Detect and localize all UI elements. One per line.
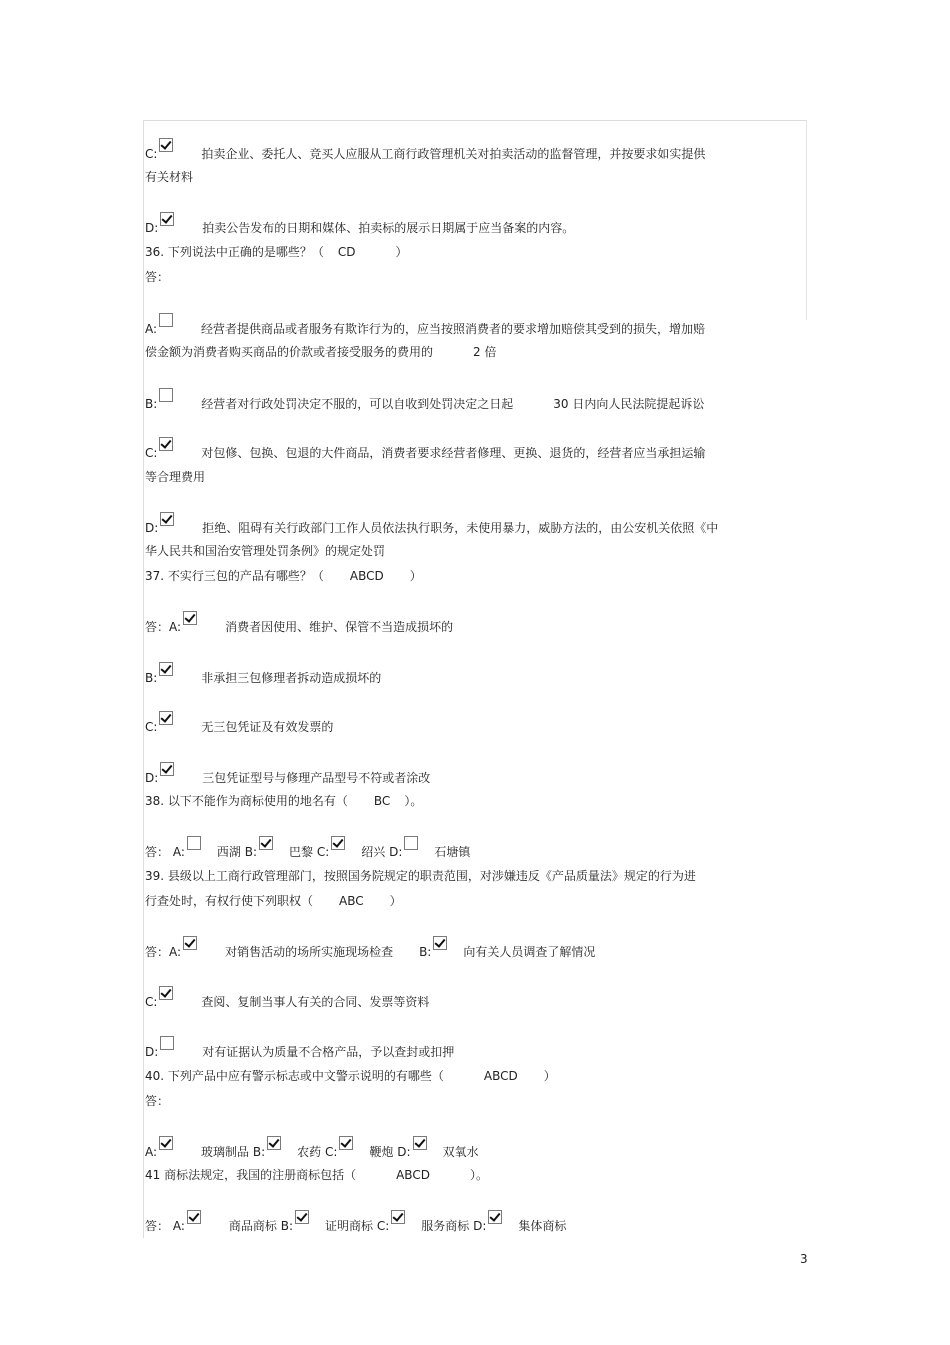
- option-text: 商品商标: [228, 1219, 277, 1233]
- answer-key: CD: [337, 245, 356, 259]
- option-label: C:: [145, 446, 158, 460]
- option-text-tail: 30 日内向人民法院提起诉讼: [553, 397, 705, 411]
- option-line: [145, 711, 333, 735]
- option-line: [145, 437, 705, 461]
- checkbox[interactable]: [187, 1210, 201, 1224]
- checkbox[interactable]: [183, 611, 197, 625]
- checkbox[interactable]: [488, 1210, 502, 1224]
- checkbox[interactable]: [391, 1210, 405, 1224]
- checkbox[interactable]: [159, 437, 173, 451]
- question-38: [145, 793, 422, 809]
- option-label: D:: [397, 1145, 411, 1159]
- option-label: B:: [145, 671, 158, 685]
- option-row: [145, 1136, 479, 1160]
- question-text: 行查处时，有权行使下列职权（: [145, 894, 314, 908]
- checkbox[interactable]: [339, 1136, 353, 1150]
- option-text: 查阅、复制当事人有关的合同、发票等资料: [201, 995, 430, 1009]
- answer-prefix: 答：: [145, 945, 170, 959]
- option-text: 鞭炮: [369, 1145, 394, 1159]
- option-label: D:: [473, 1219, 487, 1233]
- option-label: D:: [145, 1045, 159, 1059]
- checkbox[interactable]: [413, 1136, 427, 1150]
- option-text: 服务商标: [421, 1219, 470, 1233]
- option-row: [145, 836, 470, 860]
- option-label: B:: [419, 945, 432, 959]
- option-text: 消费者因使用、维护、保管不当造成损坏的: [225, 620, 454, 634]
- answer-key: ABCD: [483, 1069, 518, 1083]
- answer-prefix: 答：: [145, 270, 170, 284]
- option-text: 绍兴: [361, 845, 386, 859]
- option-label: A:: [145, 1145, 158, 1159]
- option-text: 拍卖公告发布的日期和媒体、拍卖标的展示日期属于应当备案的内容。: [202, 221, 575, 235]
- option-text: 对销售活动的场所实施现场检查: [225, 945, 394, 959]
- question-41: [145, 1167, 488, 1183]
- option-text: 无三包凭证及有效发票的: [201, 720, 334, 734]
- question-36: [145, 244, 408, 260]
- question-text: 39. 县级以上工商行政管理部门，按照国务院规定的职责范围，对涉嫌违反《产品质量法》规定的行为进: [145, 869, 696, 883]
- option-line: [145, 1036, 454, 1060]
- option-line: [145, 313, 705, 337]
- option-row: [145, 936, 595, 960]
- option-label: D:: [145, 221, 159, 235]
- option-text: 西湖: [216, 845, 241, 859]
- option-row: [145, 1210, 566, 1234]
- question-text: 41 商标法规定，我国的注册商标包括（: [145, 1168, 357, 1182]
- question-37: [145, 568, 422, 584]
- option-line: [145, 986, 429, 1010]
- option-label: D:: [145, 521, 159, 535]
- option-label: D:: [389, 845, 403, 859]
- option-text-tail: 2 倍: [473, 345, 497, 359]
- option-text: 集体商标: [518, 1219, 567, 1233]
- option-label: C:: [325, 1145, 338, 1159]
- checkbox[interactable]: [159, 388, 173, 402]
- option-text: 三包凭证型号与修理产品型号不符或者涂改: [202, 771, 431, 785]
- option-label: C:: [145, 720, 158, 734]
- question-text: 38. 以下不能作为商标使用的地名有（: [145, 794, 348, 808]
- answer-prefix: 答：: [145, 620, 170, 634]
- option-text-continued: 有关材料: [145, 170, 194, 184]
- option-text-continued: 偿金额为消费者购买商品的价款或者接受服务的费用的: [145, 345, 434, 359]
- frame-border-top: [143, 120, 806, 121]
- text-line: [145, 344, 496, 360]
- option-label: A:: [145, 322, 158, 336]
- checkbox[interactable]: [159, 1136, 173, 1150]
- option-label: B:: [244, 845, 258, 859]
- option-label: D:: [145, 771, 159, 785]
- option-text: 农药: [297, 1145, 322, 1159]
- option-text-continued: 华人民共和国治安管理处罚条例》的规定处罚: [145, 544, 386, 558]
- option-line: [145, 762, 430, 786]
- question-close: ）。: [469, 1168, 488, 1182]
- answer-prefix: 答：: [145, 845, 170, 859]
- option-text-continued: 等合理费用: [145, 470, 206, 484]
- option-text: 对包修、包换、包退的大件商品，消费者要求经营者修理、更换、退货的，经营者应当承担运输: [201, 446, 706, 460]
- option-text: 经营者提供商品或者服务有欺诈行为的，应当按照消费者的要求增加赔偿其受到的损失，增加赔: [201, 322, 706, 336]
- checkbox[interactable]: [331, 836, 345, 850]
- question-close: ）: [543, 1069, 556, 1083]
- checkbox[interactable]: [160, 212, 174, 226]
- option-label: C:: [376, 1219, 390, 1233]
- option-label: C:: [145, 995, 158, 1009]
- question-close: ）: [389, 894, 402, 908]
- option-text: 双氧水: [442, 1145, 479, 1159]
- question-close: ）: [395, 245, 408, 259]
- text-line: [145, 543, 385, 559]
- checkbox[interactable]: [159, 313, 173, 327]
- question-text: 40. 下列产品中应有警示标志或中文警示说明的有哪些（: [145, 1069, 444, 1083]
- option-label: A:: [172, 1219, 185, 1233]
- option-text: 拍卖企业、委托人、竞买人应服从工商行政管理机关对拍卖活动的监督管理，并按要求如实提供: [201, 147, 706, 161]
- option-label: A:: [172, 845, 185, 859]
- frame-border-left: [143, 120, 144, 1238]
- option-label: B:: [280, 1219, 294, 1233]
- answer-key: ABCD: [349, 569, 384, 583]
- checkbox[interactable]: [159, 662, 173, 676]
- question-close: ）。: [404, 794, 423, 808]
- checkbox[interactable]: [433, 936, 447, 950]
- frame-border-right: [806, 120, 807, 320]
- checkbox[interactable]: [159, 138, 173, 152]
- option-line: [145, 388, 704, 412]
- answer-prefix-line: [145, 1093, 169, 1109]
- option-line: [145, 611, 453, 635]
- option-text: 拒绝、阻碍有关行政部门工作人员依法执行职务，未使用暴力，威胁方法的，由公安机关依照《中: [202, 521, 719, 535]
- option-text: 玻璃制品: [201, 1145, 250, 1159]
- text-line: [145, 469, 205, 485]
- question-text: 37. 不实行三包的产品有哪些？（: [145, 569, 324, 583]
- option-text: 向有关人员调查了解情况: [463, 945, 596, 959]
- question-close: ）: [409, 569, 422, 583]
- checkbox[interactable]: [160, 512, 174, 526]
- checkbox[interactable]: [404, 836, 418, 850]
- option-text: 非承担三包修理者拆动造成损坏的: [201, 671, 382, 685]
- text-line: [145, 169, 193, 185]
- question-39: [145, 868, 696, 884]
- checkbox[interactable]: [183, 936, 197, 950]
- option-text: 经营者对行政处罚决定不服的，可以自收到处罚决定之日起: [201, 397, 514, 411]
- checkbox[interactable]: [259, 836, 273, 850]
- option-label: B:: [252, 1145, 266, 1159]
- checkbox[interactable]: [159, 711, 173, 725]
- option-text: 石塘镇: [434, 845, 471, 859]
- question-40: [145, 1068, 556, 1084]
- checkbox[interactable]: [267, 1136, 281, 1150]
- question-text: 36. 下列说法中正确的是哪些？（: [145, 245, 324, 259]
- checkbox[interactable]: [187, 836, 201, 850]
- option-label: A:: [169, 620, 182, 634]
- option-text: 证明商标: [325, 1219, 374, 1233]
- answer-prefix: 答：: [145, 1219, 170, 1233]
- page-number: 3: [800, 1252, 808, 1266]
- option-label: A:: [169, 945, 182, 959]
- checkbox[interactable]: [160, 1036, 174, 1050]
- checkbox[interactable]: [295, 1210, 309, 1224]
- checkbox[interactable]: [160, 762, 174, 776]
- option-label: B:: [145, 397, 158, 411]
- option-line: [145, 138, 705, 162]
- answer-prefix-line: [145, 269, 169, 285]
- answer-key: ABC: [339, 894, 364, 908]
- option-text: 对有证据认为质量不合格产品，予以查封或扣押: [202, 1045, 455, 1059]
- checkbox[interactable]: [159, 986, 173, 1000]
- answer-key: BC: [373, 794, 391, 808]
- option-line: [145, 212, 574, 236]
- option-label: C:: [316, 845, 330, 859]
- option-line: [145, 512, 718, 536]
- option-text: 巴黎: [289, 845, 314, 859]
- option-line: [145, 662, 381, 686]
- question-39-cont: [145, 893, 402, 909]
- option-label: C:: [145, 147, 158, 161]
- answer-prefix: 答：: [145, 1094, 170, 1108]
- answer-key: ABCD: [396, 1168, 430, 1182]
